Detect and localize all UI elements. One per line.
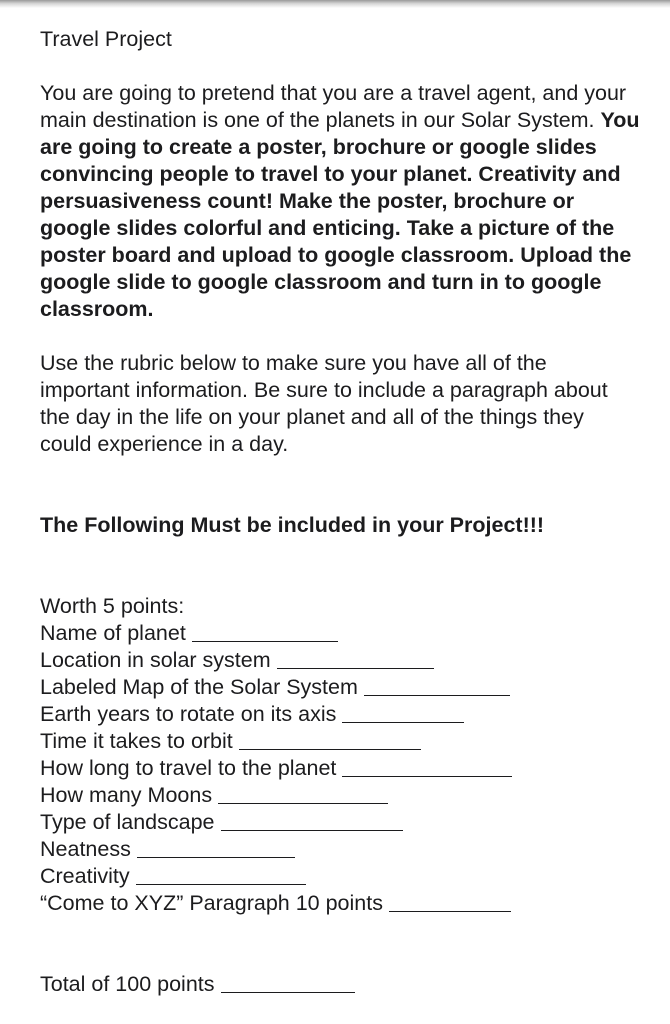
rubric-note-paragraph: Use the rubric below to make sure you have all of the important information. Be sure to include a paragraph about the day in the life on your planet and all of the things they could experience in a day. [40, 351, 608, 456]
rubric-item-label: Earth years to rotate on its axis [40, 702, 337, 726]
answer-blank [136, 866, 306, 885]
answer-blank [342, 758, 512, 777]
document-title: Travel Project [40, 27, 172, 51]
answer-blank [239, 731, 421, 750]
rubric-item-creativity [40, 863, 640, 890]
rubric-item-label: Labeled Map of the Solar System [40, 675, 358, 699]
intro-bold-text: You are going to create a poster, brochure or google slides convincing people to travel to your planet. Creativity and persuasiveness count! Make the poster, brochure or google slides colorful and enticing. Take a picture of the poster board and upload to google classroom. Upload the google slide to google classroom and turn in to google classroom. [40, 108, 640, 321]
answer-blank [221, 812, 403, 831]
total-points-line [40, 971, 640, 998]
rubric-item-labeled-map [40, 674, 640, 701]
answer-blank [221, 974, 355, 993]
rubric-item-location [40, 647, 640, 674]
rubric-item-name-of-planet [40, 620, 640, 647]
top-edge-shadow [0, 0, 670, 8]
rubric-item-label: Neatness [40, 837, 131, 861]
answer-blank [364, 677, 510, 696]
rubric-item-neatness [40, 836, 640, 863]
rubric-item-label: “Come to XYZ” Paragraph 10 points [40, 891, 383, 915]
answer-blank [389, 893, 511, 912]
rubric-item-time-to-orbit [40, 728, 640, 755]
rubric-item-label: Creativity [40, 864, 130, 888]
answer-blank [137, 839, 295, 858]
rubric-item-label: How long to travel to the planet [40, 756, 337, 780]
answer-blank [342, 704, 464, 723]
rubric-item-paragraph [40, 890, 640, 917]
rubric-list [40, 620, 640, 917]
rubric-item-label: Location in solar system [40, 648, 271, 672]
rubric-item-earth-years-rotate [40, 701, 640, 728]
rubric-item-moons [40, 782, 640, 809]
document-body [40, 26, 640, 998]
intro-paragraph [40, 80, 640, 323]
answer-blank [277, 650, 434, 669]
requirements-heading: The Following Must be included in your Project!!! [40, 513, 545, 537]
total-points-label: Total of 100 points [40, 972, 215, 996]
rubric-item-label: Type of landscape [40, 810, 215, 834]
rubric-item-label: Name of planet [40, 621, 186, 645]
rubric-item-travel-time [40, 755, 640, 782]
rubric-item-label: How many Moons [40, 783, 213, 807]
rubric-item-landscape [40, 809, 640, 836]
intro-plain-text: You are going to pretend that you are a travel agent, and your main destination is one of the planets in our Solar System. [40, 81, 627, 132]
rubric-item-label: Time it takes to orbit [40, 729, 233, 753]
points-heading: Worth 5 points: [40, 594, 185, 618]
answer-blank [218, 785, 388, 804]
answer-blank [192, 623, 338, 642]
